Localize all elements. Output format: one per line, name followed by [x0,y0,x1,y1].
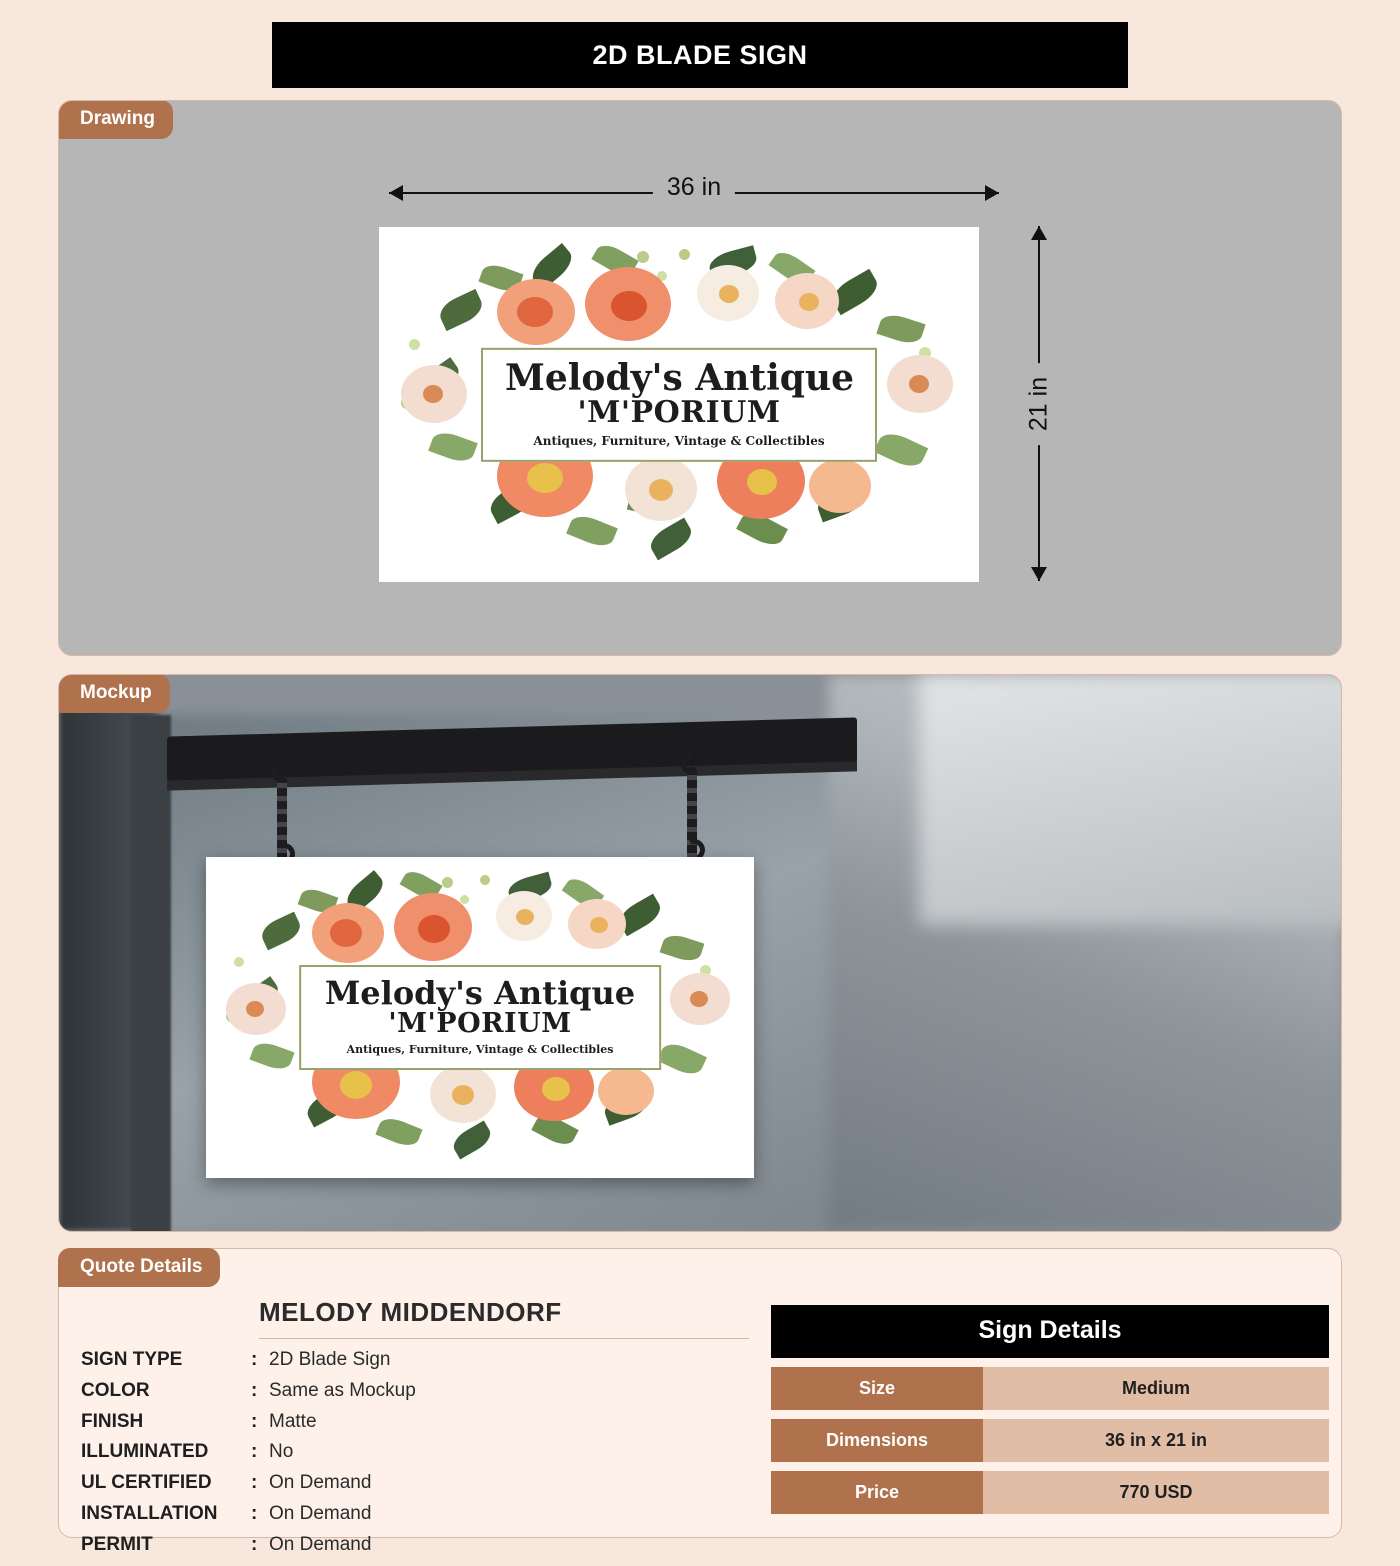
spec-colon: : [251,1349,258,1370]
sign-name-box [481,347,877,461]
sign-name-line2-mockup: 'M'PORIUM [388,1008,572,1040]
sign-name-line1-mockup: Melody's Antique [324,973,636,1012]
spec-row [71,1407,761,1438]
width-dimension-label: 36 in [653,173,735,202]
spec-row [71,1530,761,1561]
spec-colon: : [251,1379,258,1401]
spec-colon: : [251,1533,258,1555]
page-header [272,22,1128,88]
spec-value: 2D Blade Sign [269,1349,391,1370]
quote-details-label: Quote Details [58,1248,220,1287]
spec-value: Matte [269,1410,317,1432]
mockup-wall-post [131,715,171,1232]
sign-details-title: Sign Details [771,1305,1329,1358]
sign-details-value: 36 in x 21 in [983,1419,1329,1462]
sign-name-line2: 'M'PORIUM [577,395,781,431]
drawing-panel [58,100,1342,656]
spec-row [71,1468,761,1499]
sign-details-value: Medium [983,1367,1329,1410]
spec-colon: : [251,1472,258,1494]
sign-artwork-drawing [379,227,979,582]
height-dimension [1019,226,1059,581]
sign-details-label: Dimensions [771,1419,983,1462]
spec-row [71,1376,761,1407]
drawing-panel-label: Drawing [58,100,173,139]
spec-colon: : [251,1441,258,1463]
sign-subtitle-mockup: Antiques, Furniture, Vintage & Collectibles [346,1043,614,1057]
mockup-background-right-upper [919,675,1342,925]
spec-key: COLOR [81,1379,150,1401]
height-dimension-label: 21 in [1025,362,1054,444]
sign-name-line1: Melody's Antique [505,356,855,399]
sign-subtitle: Antiques, Furniture, Vintage & Collectibles [533,433,825,448]
spec-colon: : [251,1502,258,1524]
spec-key: SIGN TYPE [81,1349,183,1370]
specifications-list [71,1345,761,1560]
spec-value: On Demand [269,1533,372,1555]
sign-name-box-mockup [299,965,661,1071]
spec-row [71,1345,761,1376]
spec-value: On Demand [269,1502,372,1524]
width-dimension [389,173,999,213]
spec-colon: : [251,1410,258,1432]
spec-value: On Demand [269,1472,372,1494]
spec-key: PERMIT [81,1533,153,1555]
spec-key: FINISH [81,1410,144,1432]
quote-details-panel [58,1248,1342,1555]
spec-value: Same as Mockup [269,1379,416,1401]
spec-key: ILLUMINATED [81,1441,209,1463]
page-title: 2D BLADE SIGN [592,39,808,70]
spec-key: INSTALLATION [81,1502,218,1524]
sign-details-label: Price [771,1471,983,1514]
mockup-panel [58,674,1342,1232]
spec-key: UL CERTIFIED [81,1472,212,1494]
sign-artwork-mockup [206,857,754,1178]
sign-details-table [771,1305,1329,1514]
spec-row [71,1499,761,1530]
mockup-panel-label: Mockup [58,674,170,713]
sign-details-row [771,1367,1329,1410]
spec-value: No [269,1441,294,1463]
spec-row [71,1437,761,1468]
sign-details-row [771,1419,1329,1462]
sign-details-label: Size [771,1367,983,1410]
sign-details-row [771,1471,1329,1514]
client-name: MELODY MIDDENDORF [259,1297,749,1339]
sign-details-value: 770 USD [983,1471,1329,1514]
